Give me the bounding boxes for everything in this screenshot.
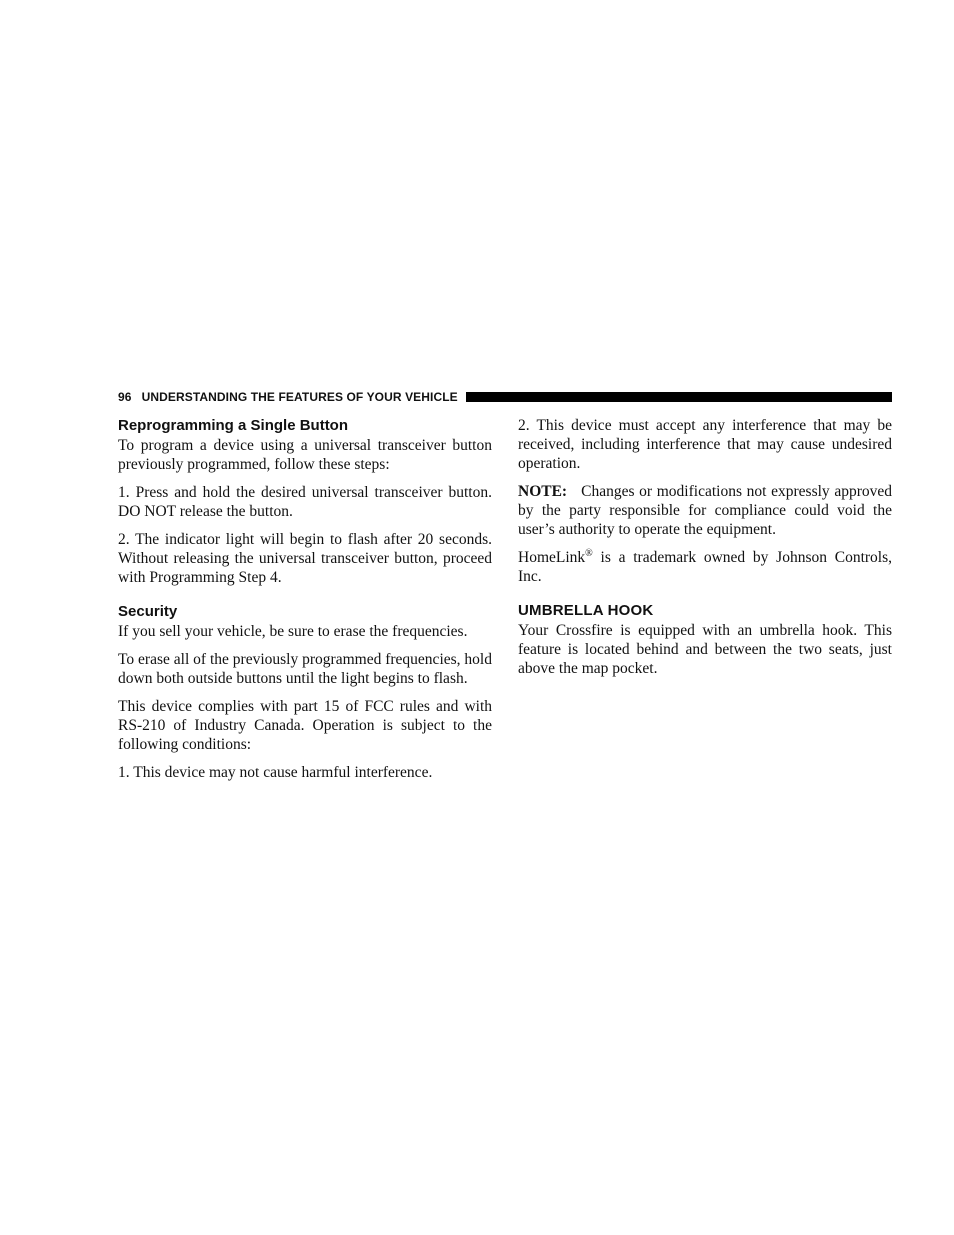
paragraph: Your Crossfire is equipped with an umbrella hook. This feature is located behind and between the two seats, just above the map pocket.: [518, 622, 892, 677]
paragraph: 2. The indicator light will begin to flash after 20 seconds. Without releasing the universal transceiver button, proceed with Programming Step 4.: [118, 531, 492, 586]
note-paragraph: [518, 482, 892, 539]
trademark-brand: HomeLink: [518, 549, 586, 566]
paragraph: 2. This device must accept any interference that may be received, including interference that may cause undesired operation.: [518, 417, 892, 472]
paragraph: 1. This device may not cause harmful interference.: [118, 764, 433, 781]
note-label: NOTE:: [518, 483, 568, 500]
section-heading-reprogramming: Reprogramming a Single Button: [118, 417, 349, 434]
left-column: [118, 416, 492, 791]
paragraph: If you sell your vehicle, be sure to erase the frequencies.: [118, 623, 468, 640]
paragraph: To program a device using a universal transceiver button previously programmed, follow these steps:: [118, 437, 492, 473]
paragraph: 1. Press and hold the desired universal transceiver button. DO NOT release the button.: [118, 484, 492, 520]
paragraph: This device complies with part 15 of FCC rules and with RS-210 of Industry Canada. Operation is subject to the following conditions:: [118, 698, 492, 753]
running-title: UNDERSTANDING THE FEATURES OF YOUR VEHICLE: [141, 390, 458, 404]
page-header: [118, 388, 892, 406]
header-rule: [466, 392, 892, 402]
trademark-text: is a trademark owned by Johnson Controls, Inc.: [518, 549, 892, 585]
registered-symbol: ®: [585, 547, 593, 559]
trademark-paragraph: [518, 548, 892, 586]
note-text: Changes or modifications not expressly approved by the party responsible for compliance could void the user’s authority to operate the equipment.: [518, 483, 893, 538]
right-column: [518, 416, 892, 687]
section-heading-security: Security: [118, 603, 178, 620]
page-number: 96: [118, 390, 132, 404]
section-heading-umbrella-hook: UMBRELLA HOOK: [518, 602, 654, 619]
paragraph: To erase all of the previously programmed frequencies, hold down both outside buttons until the light begins to flash.: [118, 651, 492, 687]
